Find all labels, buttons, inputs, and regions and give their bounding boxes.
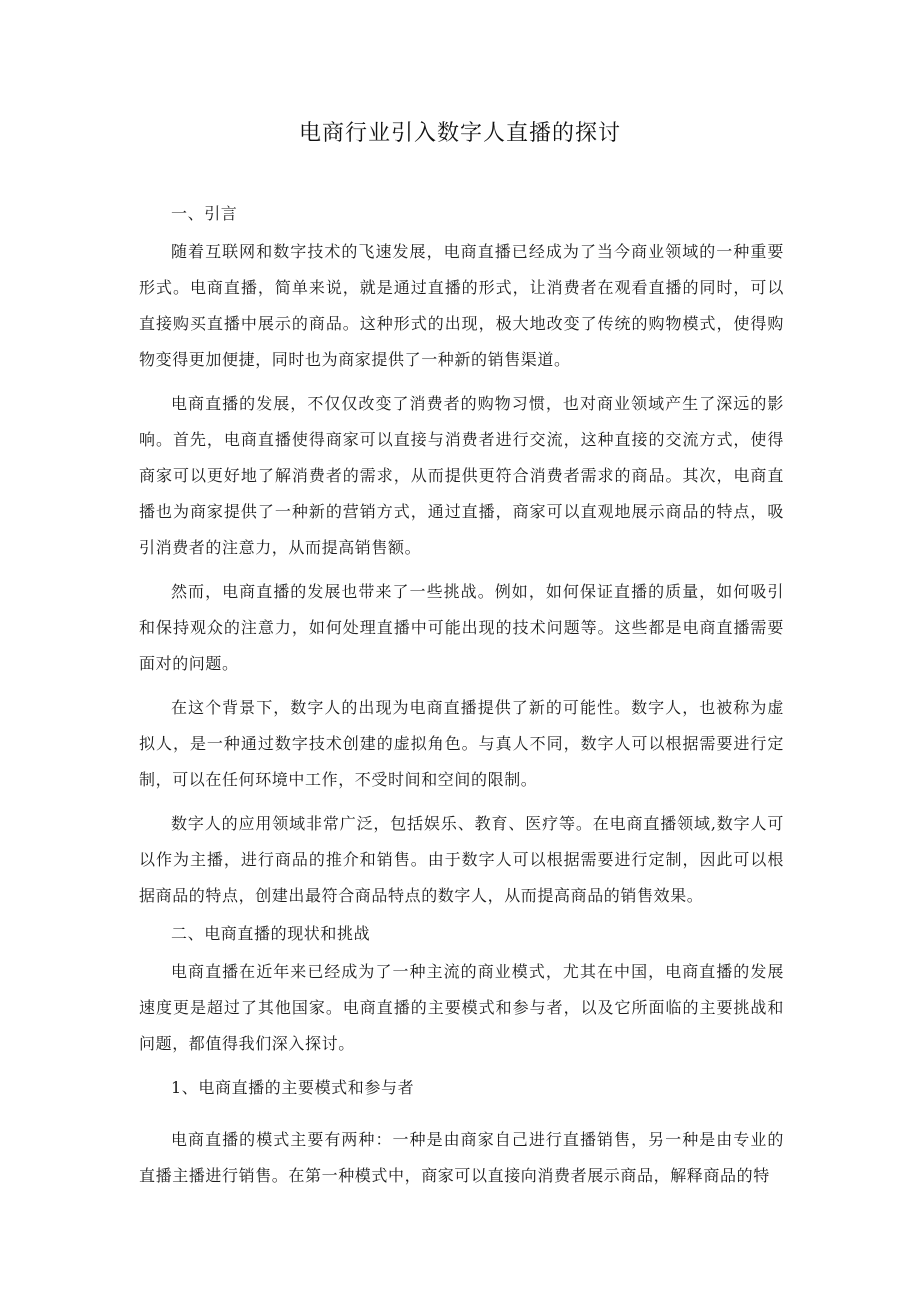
paragraph: 电商直播的发展，不仅仅改变了消费者的购物习惯，也对商业领域产生了深远的影响。首先，电商直播使得商家可以直接与消费者进行交流，这种直接的交流方式，使得商家可以更好地了解消费者的需求，从而提供更符合消费者需求的商品。其次，电商直播也为商家提供了一种新的营销方式，通过直播，商家可以直观地展示商品的特点，吸引消费者的注意力，从而提高销售额。: [139, 394, 784, 557]
paragraph: 在这个背景下，数字人的出现为电商直播提供了新的可能性。数字人，也被称为虚拟人，是一种通过数字技术创建的虚拟角色。与真人不同，数字人可以根据需要进行定制，可以在任何环境中工作，不受时间和空间的限制。: [139, 698, 784, 789]
paragraph: 然而，电商直播的发展也带来了一些挑战。例如，如何保证直播的质量，如何吸引和保持观众的注意力，如何处理直播中可能出现的技术问题等。这些都是电商直播需要面对的问题。: [139, 582, 784, 673]
paragraph: 随着互联网和数字技术的飞速发展，电商直播已经成为了当今商业领域的一种重要形式。电商直播，简单来说，就是通过直播的形式，让消费者在观看直播的同时，可以直接购买直播中展示的商品。这种形式的出现，极大地改变了传统的购物模式，使得购物变得更加便捷，同时也为商家提供了一种新的销售渠道。: [139, 242, 784, 369]
paragraph: 电商直播的模式主要有两种：一种是由商家自己进行直播销售，另一种是由专业的直播主播进行销售。在第一种模式中，商家可以直接向消费者展示商品，解释商品的特: [139, 1130, 784, 1185]
document-title: 电商行业引入数字人直播的探讨: [298, 121, 621, 146]
paragraph: 数字人的应用领域非常广泛，包括娱乐、教育、医疗等。在电商直播领域,数字人可以作为主播，进行商品的推介和销售。由于数字人可以根据需要进行定制，因此可以根据商品的特点，创建出最符合商品特点的数字人，从而提高商品的销售效果。: [139, 814, 784, 905]
paragraph: 电商直播在近年来已经成为了一种主流的商业模式，尤其在中国，电商直播的发展速度更是超过了其他国家。电商直播的主要模式和参与者，以及它所面临的主要挑战和问题，都值得我们深入探讨。: [139, 962, 784, 1053]
section-heading-introduction: 一、引言: [171, 204, 238, 223]
document-body: [139, 196, 784, 1194]
subsection-heading-modes-participants: 1、电商直播的主要模式和参与者: [171, 1078, 415, 1097]
section-heading-status-challenges: 二、电商直播的现状和挑战: [171, 924, 371, 943]
